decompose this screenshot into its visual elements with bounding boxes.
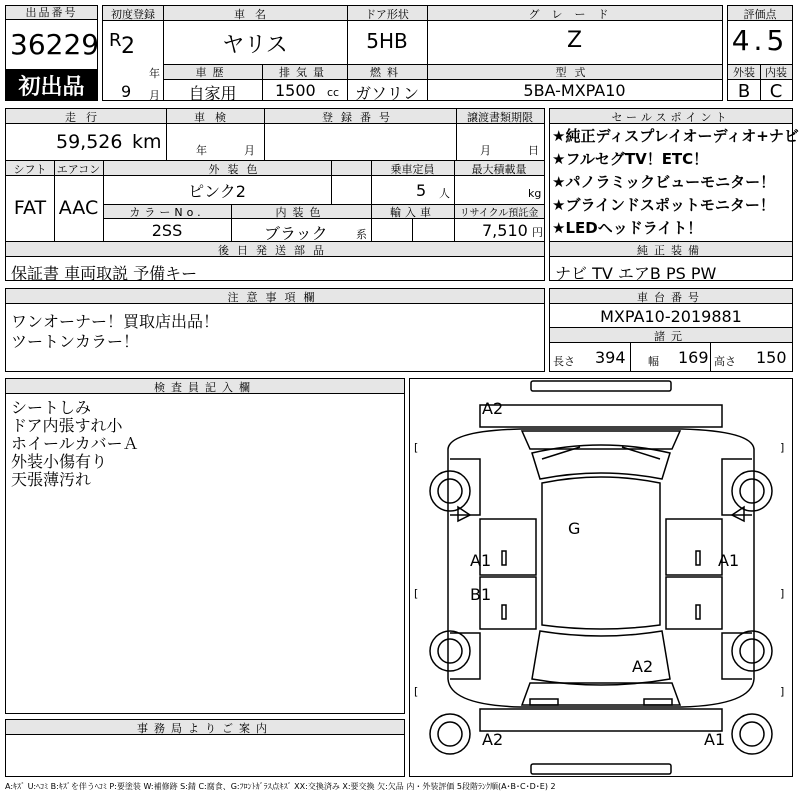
inspector-line-1: シートしみ: [11, 398, 92, 417]
reg-month-unit: 月: [149, 89, 160, 102]
bracket-3: [: [414, 587, 419, 600]
reg-era: R: [109, 30, 122, 51]
inspection-label: 車検: [194, 111, 236, 124]
reg-month: 9: [121, 82, 132, 101]
ac-label: エアコン: [56, 163, 101, 176]
intcolor-suffix: 系: [356, 228, 367, 241]
inspection-month-unit: 月: [244, 144, 255, 157]
inspector-line-3: ホイールカバーＡ: [11, 434, 139, 453]
bracket-6: ]: [780, 685, 785, 698]
length-label: 長さ: [553, 355, 575, 368]
bracket-1: [: [414, 441, 419, 454]
score-box: [727, 5, 793, 101]
load-unit: kg: [528, 187, 542, 200]
later-parts-label: 後日発送部品: [218, 244, 332, 257]
mark-left-rear-door: B1: [470, 585, 492, 604]
dims-label: 諸元: [654, 330, 688, 343]
name-label: 車名: [234, 8, 276, 21]
door-label: ドア形状: [365, 8, 409, 21]
sales-point-4: ★ブラインドスポットモニター！: [552, 196, 775, 214]
inspection-year-unit: 年: [196, 144, 207, 157]
color-label: 外装色: [208, 163, 266, 176]
mileage-value: 59,526: [56, 131, 123, 153]
notes-line-1: ワンオーナー！買取店出品！: [11, 312, 220, 331]
height-label: 高さ: [714, 355, 736, 368]
sales-point-3: ★パノラミックビューモニター！: [552, 173, 776, 191]
shift-label: シフト: [13, 163, 47, 176]
color-value: ピンク2: [188, 182, 246, 201]
legend-text: A:ｷｽﾞ U:ﾍｺﾐ B:ｷｽﾞを伴うﾍｺﾐ P:要塗装 W:補修跡 S:錆 C:腐食、G:ﾌﾛﾝﾄｶﾞﾗｽ点ｷｽﾞ XX:交換済み X:要交換 欠:欠品 内・外装評価 5段階ﾗﾝｸ順(A･B･C･D･E) 2: [5, 782, 556, 791]
equipment-label: 純正装備: [637, 244, 705, 257]
history-value: 自家用: [188, 84, 237, 103]
model-value: 5BA-MXPA10: [523, 81, 626, 100]
mark-rear-left: A2: [482, 730, 504, 749]
lot-box: [5, 5, 98, 101]
colorno-value: 2SS: [151, 221, 183, 240]
car-diagram: [410, 379, 792, 776]
model-label: 型式: [555, 66, 594, 79]
history-label: 車歴: [195, 66, 230, 79]
vehicle-info-box: [102, 5, 723, 101]
grade-value: Z: [566, 28, 583, 53]
intcolor-value: ブラック: [264, 224, 328, 243]
height-value: 150: [756, 348, 787, 367]
recycle-unit: 円: [532, 226, 543, 239]
sales-points-box: [549, 108, 799, 283]
capacity-label: 乗車定員: [390, 163, 435, 176]
shift-value: FAT: [13, 197, 47, 219]
inspector-line-5: 天張薄汚れ: [11, 470, 92, 489]
reg-year: 2: [121, 34, 135, 59]
transfer-month-unit: 月: [480, 144, 491, 157]
notes-box: [5, 288, 545, 372]
chassis-label: 車台番号: [637, 291, 705, 304]
load-label: 最大積載量: [471, 163, 527, 176]
mileage-unit: km: [132, 131, 162, 153]
mark-right-front-door: A1: [718, 551, 740, 570]
office-box: [5, 719, 405, 777]
capacity-value: 5: [416, 181, 427, 200]
fuel-label: 燃料: [370, 66, 404, 79]
grade-label: グレード: [528, 8, 621, 21]
width-label: 幅: [648, 355, 659, 368]
mark-front-bumper: A2: [482, 399, 504, 418]
sales-point-1: ★純正ディスプレイオーディオ+ナビ: [552, 127, 799, 145]
damage-diagram-box: [409, 378, 793, 777]
sales-point-5: ★LEDヘッドライト！: [552, 219, 703, 237]
mark-roof: G: [568, 519, 581, 538]
later-parts-text: 保証書 車両取説 予備キー: [11, 264, 198, 283]
disp-label: 排気量: [279, 66, 330, 79]
chassis-number: MXPA10-2019881: [600, 307, 742, 326]
int-label: 内装: [765, 66, 787, 79]
score-label: 評価点: [743, 8, 777, 21]
ext-grade: B: [737, 81, 751, 102]
regnum-label: 登録番号: [322, 111, 398, 124]
notes-line-2: ツートンカラー！: [11, 332, 140, 351]
door-type: 5HB: [366, 29, 408, 53]
sales-point-2: ★フルセグTV！ETC！: [552, 150, 709, 168]
bracket-5: [: [414, 685, 419, 698]
reg-year-unit: 年: [149, 67, 160, 80]
disp-unit: cc: [327, 86, 340, 99]
chassis-box: [549, 288, 793, 372]
mark-rear-right: A1: [704, 730, 726, 749]
recycle-label: リサイクル預託金: [459, 208, 539, 219]
recycle-value: 7,510: [482, 221, 528, 240]
ext-label: 外装: [733, 66, 755, 79]
fuel-value: ガソリン: [354, 84, 419, 103]
length-value: 394: [595, 348, 626, 367]
mark-left-front-door: A1: [470, 551, 492, 570]
car-name: ヤリス: [222, 33, 288, 58]
width-value: 169: [678, 348, 709, 367]
mileage-label: 走行: [65, 111, 107, 124]
inspector-box: [5, 378, 405, 714]
transfer-day-unit: 日: [528, 144, 539, 157]
bracket-2: ]: [780, 441, 785, 454]
lot-label: 出品番号: [6, 6, 97, 20]
capacity-unit: 人: [439, 187, 450, 200]
score-value: 4.5: [731, 24, 789, 57]
sales-points-label: セールスポイント: [611, 111, 731, 124]
transfer-label: 譲渡書類期限: [467, 111, 533, 124]
notes-label: 注意事項欄: [227, 291, 323, 304]
int-grade: C: [769, 81, 783, 102]
colorno-label: カラーNo.: [129, 206, 205, 219]
reg-label: 初度登録: [111, 8, 155, 21]
bracket-4: ]: [780, 587, 785, 600]
first-listing-text: 初出品: [18, 75, 85, 100]
first-listing-badge: [6, 69, 97, 100]
equipment-text: ナビ TV エアB PS PW: [555, 264, 717, 283]
inspector-label: 検査員記入欄: [154, 381, 256, 394]
inspector-line-2: ドア内張すれ小: [11, 416, 123, 435]
displacement-value: 1500: [275, 81, 316, 100]
ac-value: AAC: [58, 197, 99, 219]
intcolor-label: 内装色: [275, 206, 327, 219]
lot-number: 36229: [10, 28, 100, 61]
mark-rear-glass: A2: [632, 657, 654, 676]
import-label: 輸入車: [390, 206, 435, 219]
spec-box: [5, 108, 545, 281]
office-label: 事務局よりご案内: [137, 722, 273, 735]
inspector-line-4: 外装小傷有り: [11, 452, 108, 471]
